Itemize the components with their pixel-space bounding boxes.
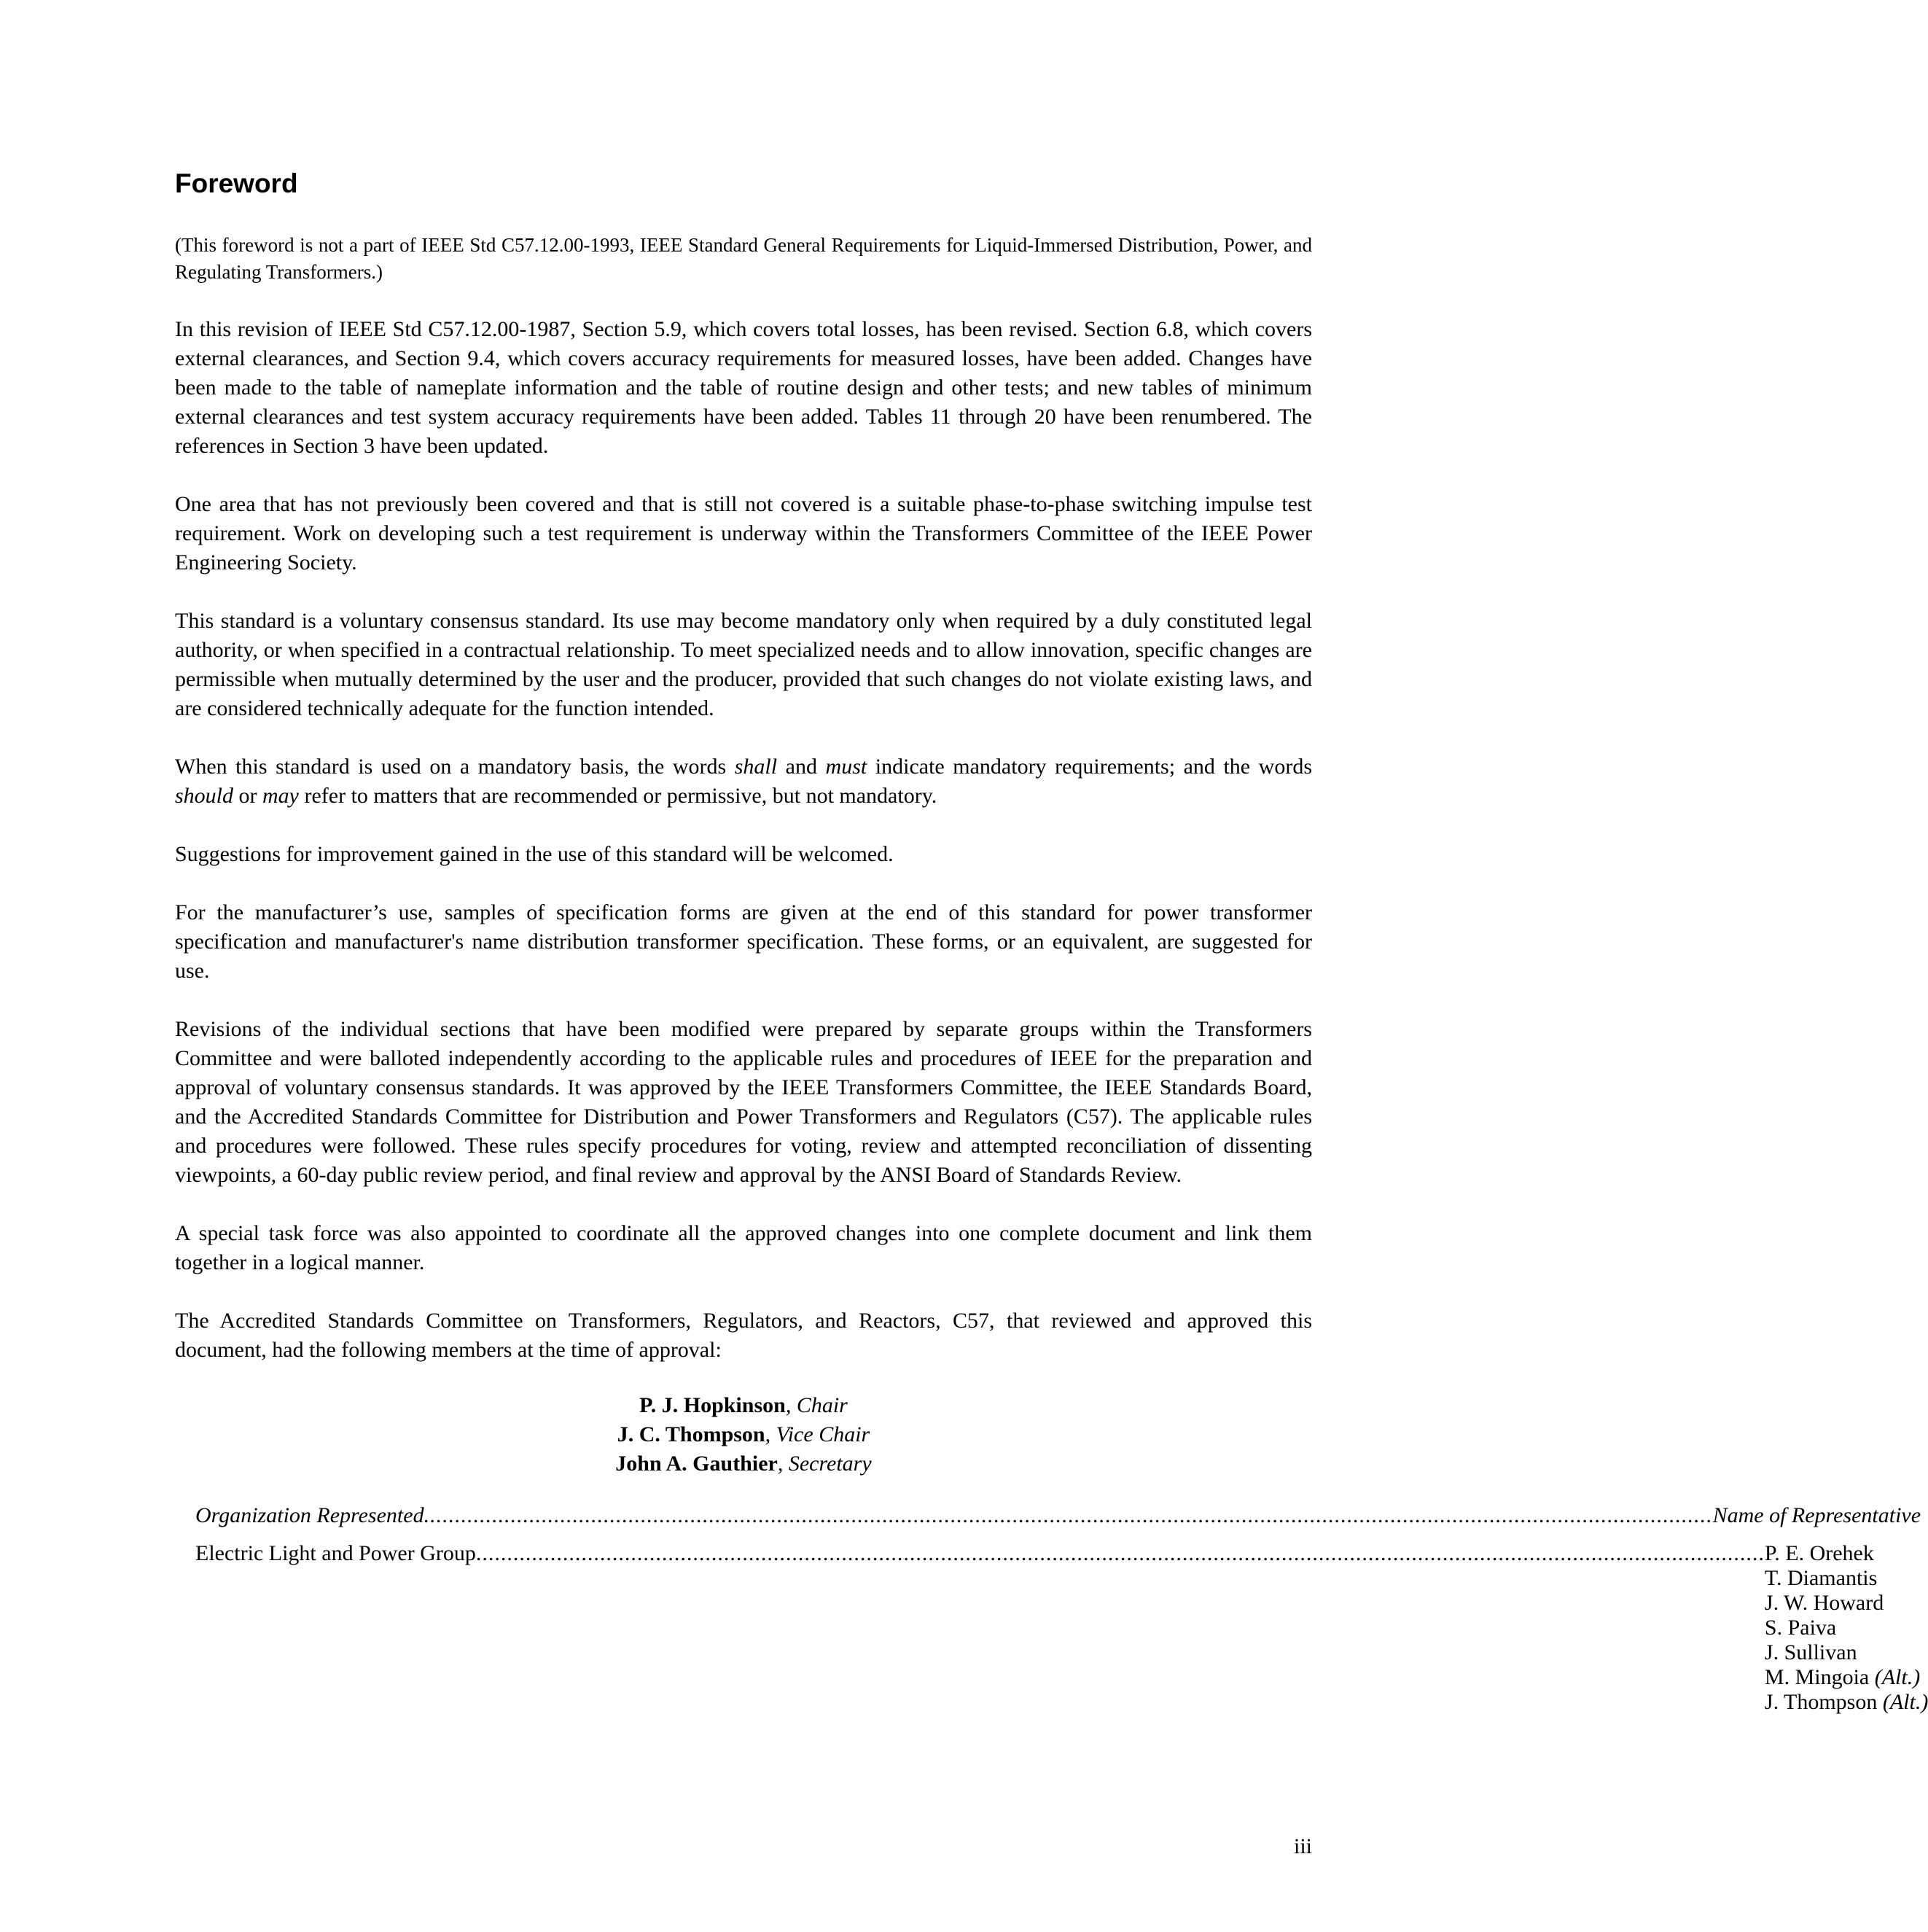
representative-text: J. Sullivan xyxy=(1764,1640,1857,1665)
italic-word-may: may xyxy=(262,784,299,809)
representative-name xyxy=(1765,1591,1928,1616)
representative-text: T. Diamantis xyxy=(1764,1566,1878,1591)
foreword-disclaimer: (This foreword is not a part of IEEE Std C57.12.00-1993, IEEE Standard General Requirements for Liquid-Immersed Distribution, Power, and Regulating Transformers.) xyxy=(175,234,1312,284)
representative-name xyxy=(1765,1665,1928,1690)
representative-name xyxy=(1765,1640,1928,1665)
paragraph-specification-forms: For the manufacturer’s use, samples of specification forms are given at the end of this standard for power transformer specification and manufacturer's name distribution transformer specification. These forms, or an equivalent, are suggested for use. xyxy=(175,900,1312,983)
italic-word-shall: shall xyxy=(734,755,778,779)
foreword-page xyxy=(175,168,1928,1715)
paragraph-committee-members: The Accredited Standards Committee on Transformers, Regulators, and Reactors, C57, that reviewed and approved this document, had the following members at the time of approval: xyxy=(175,1309,1312,1363)
column-header-representative: Name of Representative xyxy=(1712,1503,1921,1528)
text-span: or xyxy=(233,784,263,809)
representative-text: J. Thompson xyxy=(1764,1690,1883,1715)
representative-text: M. Mingoia xyxy=(1764,1665,1875,1690)
officer-name: J. C. Thompson xyxy=(617,1422,765,1447)
leader-dots: ................................................................................................................................................................................................................ xyxy=(424,1503,1713,1528)
representative-name xyxy=(1765,1690,1928,1715)
paragraph-mandatory-words xyxy=(175,752,1312,811)
paragraph-revisions: Revisions of the individual sections that have been modified were prepared by separate groups within the Transformers Committee and were balloted independently according to the applicable rules and procedures of IEEE for the preparation and approval of voluntary consensus standards. It was approved by the IEEE Transformers Committee, the IEEE Standards Board, and the Accredited Standards Committee for Distribution and Power Transformers and Regulators (C57). The applicable rules and procedures were followed. These rules specify procedures for voting, review and attempted reconciliation of dissenting viewpoints, a 60-day public review period, and final review and approval by the ANSI Board of Standards Review. xyxy=(175,1017,1312,1188)
text-span: When this standard is used on a mandatory basis, the words xyxy=(175,755,735,779)
page-number: iii xyxy=(1293,1834,1312,1858)
organization-name: Electric Light and Power Group xyxy=(195,1541,476,1566)
text-span: refer to matters that are recommended or permissive, but not mandatory. xyxy=(299,784,937,809)
officer-role: , Secretary xyxy=(777,1452,872,1476)
alternate-marker: (Alt.) xyxy=(1882,1690,1928,1715)
committee-officers xyxy=(175,1391,1312,1479)
representative-list xyxy=(1765,1541,1928,1715)
paragraph-voluntary-consensus: This standard is a voluntary consensus standard. Its use may become mandatory only when required by a duly constituted legal authority, or when specified in a contractual relationship. To meet specialized needs and to allow innovation, specific changes are permissible when mutually determined by the user and the producer, provided that such changes do not violate existing laws, and are considered technically adequate for the function intended. xyxy=(175,609,1312,721)
column-header-organization: Organization Represented xyxy=(195,1503,424,1528)
officer-name: John A. Gauthier xyxy=(615,1452,778,1476)
leader-dots: ................................................................................................................................................................................................................ xyxy=(475,1541,1765,1566)
officer-chair xyxy=(175,1391,1312,1420)
text-span: and xyxy=(777,755,826,779)
page-title: Foreword xyxy=(175,168,298,198)
representative-text: J. W. Howard xyxy=(1764,1591,1884,1616)
membership-table-header xyxy=(195,1503,1921,1528)
representative-name xyxy=(1765,1566,1928,1591)
alternate-marker: (Alt.) xyxy=(1874,1665,1921,1690)
italic-word-should: should xyxy=(175,784,234,809)
officer-role: , Vice Chair xyxy=(765,1422,870,1447)
paragraph-revision: In this revision of IEEE Std C57.12.00-1987, Section 5.9, which covers total losses, has been revised. Section 6.8, which covers external clearances, and Section 9.4, which covers accuracy requirements for measured losses, have been added. Changes have been made to the table of nameplate information and the table of routine design and other tests; and new tables of minimum external clearances and test system accuracy requirements have been added. Tables 11 through 20 have been renumbered. The references in Section 3 have been updated. xyxy=(175,317,1312,459)
paragraph-switching-impulse: One area that has not previously been covered and that is still not covered is a suitable phase-to-phase switching impulse test requirement. Work on developing such a test requirement is underway within the Transformers Committee of the IEEE Power Engineering Society. xyxy=(175,492,1312,575)
paragraph-task-force: A special task force was also appointed to coordinate all the approved changes into one complete document and link them together in a logical manner. xyxy=(175,1221,1312,1275)
representative-name xyxy=(1765,1616,1928,1640)
paragraph-suggestions: Suggestions for improvement gained in the use of this standard will be welcomed. xyxy=(175,842,894,867)
officer-secretary xyxy=(175,1449,1312,1479)
representative-name xyxy=(1765,1541,1928,1566)
representative-text: S. Paiva xyxy=(1764,1616,1837,1640)
text-span: indicate mandatory requirements; and the words xyxy=(867,755,1312,779)
representative-text: P. E. Orehek xyxy=(1764,1541,1874,1566)
officer-name: P. J. Hopkinson xyxy=(639,1393,786,1418)
officer-vice-chair xyxy=(175,1420,1312,1449)
membership-table-row xyxy=(195,1541,1928,1715)
italic-word-must: must xyxy=(825,755,867,779)
officer-role: , Chair xyxy=(785,1393,848,1418)
